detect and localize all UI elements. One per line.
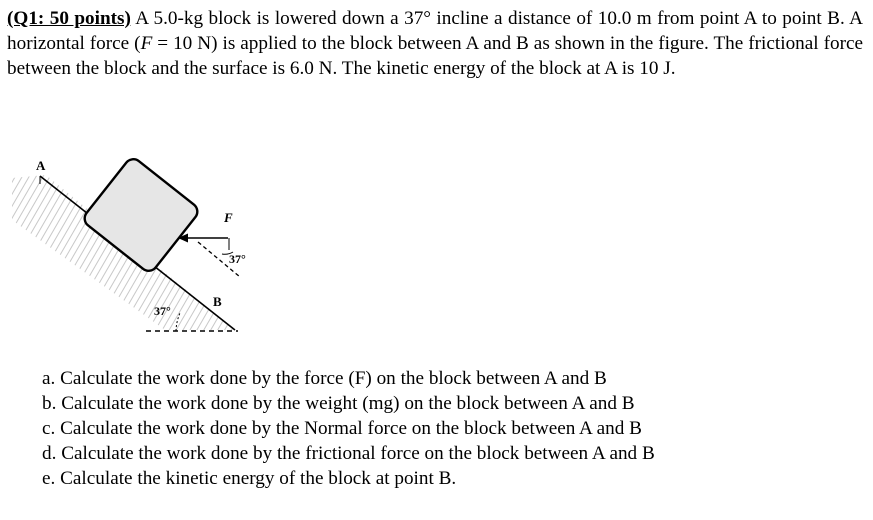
part-d: d. Calculate the work done by the frictional force on the block between A and B xyxy=(42,443,655,464)
problem-text-1: A 5.0-kg block is lowered down a 37° incline a distance of 10.0 m from point A to point B. A horizontal force ( xyxy=(7,8,864,54)
part-e: e. Calculate the kinetic energy of the block at point B. xyxy=(42,468,457,489)
force-label: F xyxy=(224,210,233,225)
point-b-label: B xyxy=(213,294,222,309)
part-b: b. Calculate the work done by the weight (mg) on the block between A and B xyxy=(42,393,635,414)
incline-angle-label: 37° xyxy=(154,304,171,318)
question-parts xyxy=(42,366,655,491)
part-c: c. Calculate the work done by the Normal force on the block between A and B xyxy=(42,418,642,439)
point-a-label: A xyxy=(36,158,46,173)
force-angle-label: 37° xyxy=(229,252,246,266)
force-symbol: F xyxy=(140,33,153,54)
incline-figure xyxy=(0,130,300,345)
problem-text-2: = 10 N) is applied to the block between A and B as shown in the figure. The frictional force between the block and the surface is 6.0 N. The kinetic energy of the block at A is 10 J. xyxy=(7,33,863,79)
question-label: (Q1: 50 points) xyxy=(7,8,131,29)
problem-statement xyxy=(7,6,863,81)
part-a: a. Calculate the work done by the force (F) on the block between A and B xyxy=(42,368,607,389)
